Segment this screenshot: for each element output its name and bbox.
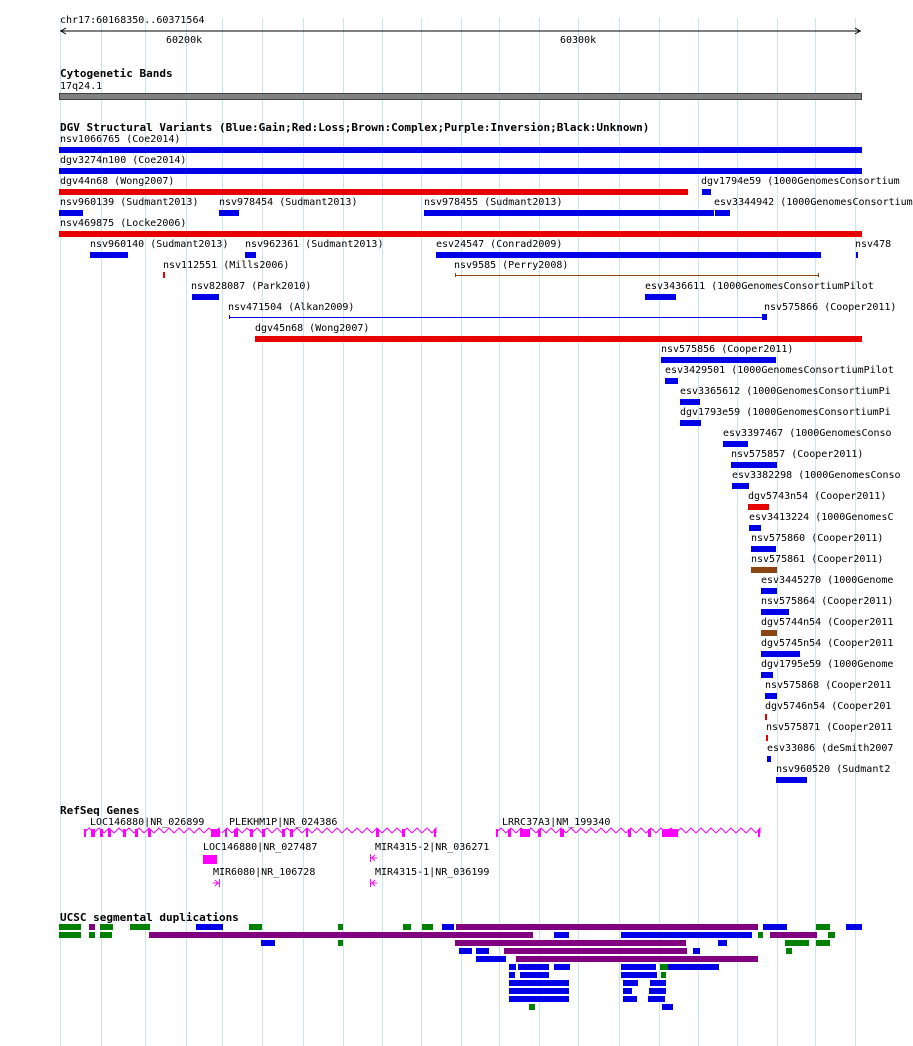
refseq-gene-exon[interactable]	[496, 829, 498, 837]
segdup-bar[interactable]	[693, 948, 700, 954]
refseq-gene-label: LOC146880|NR_027487	[203, 842, 318, 853]
refseq-gene-label: MIR6080|NR_106728	[213, 867, 316, 878]
segdup-bar[interactable]	[718, 940, 727, 946]
refseq-gene-exon[interactable]	[520, 829, 530, 837]
dgv-feature-label: nsv9585 (Perry2008)	[454, 260, 569, 271]
refseq-gene-exon[interactable]	[434, 829, 436, 837]
dgv-feature-label: nsv575868 (Cooper2011	[765, 680, 892, 691]
ruler-tick-label: 60300k	[560, 35, 597, 46]
segdup-bar[interactable]	[668, 964, 719, 970]
segdup-bar[interactable]	[442, 924, 454, 930]
segdup-bar[interactable]	[816, 940, 830, 946]
segdup-bar[interactable]	[623, 980, 638, 986]
segdup-bar[interactable]	[623, 988, 632, 994]
segdup-bar[interactable]	[509, 972, 515, 978]
dgv-feature-label: nsv575864 (Cooper2011)	[761, 596, 894, 607]
refseq-gene-exon[interactable]	[758, 829, 760, 837]
segdup-bar[interactable]	[621, 932, 752, 938]
location-label: chr17:60168350..60371564	[60, 15, 205, 26]
dgv-feature-label: esv24547 (Conrad2009)	[436, 239, 563, 250]
refseq-gene-label: LOC146880|NR_026899	[90, 817, 205, 828]
refseq-gene-exon[interactable]	[628, 829, 631, 837]
refseq-gene-exon[interactable]	[211, 829, 218, 837]
dgv-feature-label: dgv1794e59 (1000GenomesConsortium	[701, 176, 900, 187]
dgv-feature-label: dgv5743n54 (Cooper2011)	[748, 491, 887, 502]
segdup-bar[interactable]	[509, 980, 569, 986]
segdup-bar[interactable]	[459, 948, 472, 954]
dgv-feature-label: nsv960520 (Sudmant2	[776, 764, 891, 775]
dgv-feature-label: esv3429501 (1000GenomesConsortiumPilot	[665, 365, 894, 376]
dgv-feature-label: esv3382298 (1000GenomesConso	[732, 470, 901, 481]
refseq-gene-exon[interactable]	[370, 879, 371, 887]
refseq-gene-exon[interactable]	[219, 879, 220, 887]
dgv-feature-label: esv3436611 (1000GenomesConsortiumPilot	[645, 281, 874, 292]
segdup-bar[interactable]	[59, 932, 81, 938]
segdup-bar[interactable]	[828, 932, 835, 938]
dgv-feature-label: nsv575866 (Cooper2011)	[764, 302, 897, 313]
dgv-feature-label: nsv1066765 (Coe2014)	[60, 134, 181, 145]
refseq-gene-exon[interactable]	[84, 829, 86, 837]
dgv-feature-label: esv3365612 (1000GenomesConsortiumPi	[680, 386, 891, 397]
segdup-bar[interactable]	[554, 964, 570, 970]
segdup-bar[interactable]	[554, 932, 569, 938]
segdup-bar[interactable]	[59, 924, 81, 930]
dgv-feature-label: nsv469875 (Locke2006)	[60, 218, 187, 229]
refseq-gene-exon[interactable]	[376, 829, 379, 837]
segdup-bar[interactable]	[770, 932, 817, 938]
segdup-bar[interactable]	[100, 924, 113, 930]
refseq-gene-exon[interactable]	[306, 829, 308, 837]
segdup-bar[interactable]	[476, 948, 489, 954]
dgv-feature-label: nsv575860 (Cooper2011)	[751, 533, 884, 544]
segdup-bar[interactable]	[763, 924, 787, 930]
refseq-gene-exon[interactable]	[402, 829, 405, 837]
dgv-feature-label: nsv575857 (Cooper2011)	[731, 449, 864, 460]
segdup-bar[interactable]	[509, 964, 516, 970]
segdup-bar[interactable]	[660, 964, 668, 970]
segdup-bar[interactable]	[649, 988, 666, 994]
refseq-gene-exon[interactable]	[662, 829, 678, 837]
refseq-gene-exon[interactable]	[108, 829, 111, 837]
refseq-gene-exon[interactable]	[218, 829, 220, 837]
segdup-bar[interactable]	[758, 932, 763, 938]
dgv-feature-label: esv3397467 (1000GenomesConso	[723, 428, 892, 439]
refseq-gene-exon[interactable]	[262, 829, 265, 837]
refseq-gene-exon[interactable]	[234, 829, 238, 837]
dgv-feature-label: dgv1795e59 (1000Genome	[761, 659, 894, 670]
track-title-dgv: DGV Structural Variants (Blue:Gain;Red:Loss;Brown:Complex;Purple:Inversion;Black:Unknown)	[60, 121, 650, 134]
refseq-gene-exon[interactable]	[282, 829, 285, 837]
segdup-bar[interactable]	[650, 980, 666, 986]
dgv-feature-label: esv3445270 (1000Genome	[761, 575, 894, 586]
dgv-feature-label: esv3413224 (1000GenomesC	[749, 512, 894, 523]
segdup-bar[interactable]	[130, 924, 150, 930]
refseq-gene-exon[interactable]	[135, 829, 138, 837]
segdup-bar[interactable]	[785, 940, 809, 946]
refseq-gene-exon[interactable]	[648, 829, 651, 837]
dgv-feature-label: dgv3274n100 (Coe2014)	[60, 155, 187, 166]
segdup-bar[interactable]	[504, 948, 687, 954]
dgv-feature-label: nsv575861 (Cooper2011)	[751, 554, 884, 565]
segdup-bar[interactable]	[89, 924, 95, 930]
refseq-gene-label: MIR4315-2|NR_036271	[375, 842, 490, 853]
segdup-bar[interactable]	[196, 924, 223, 930]
segdup-bar[interactable]	[518, 964, 549, 970]
track-title-segdup: UCSC segmental duplications	[60, 911, 239, 924]
dgv-feature-label: nsv828087 (Park2010)	[191, 281, 312, 292]
dgv-feature-label: dgv5746n54 (Cooper201	[765, 701, 892, 712]
refseq-gene-intron[interactable]	[84, 828, 220, 833]
segdup-bar[interactable]	[661, 972, 666, 978]
segdup-bar[interactable]	[100, 932, 112, 938]
segdup-bar[interactable]	[403, 924, 411, 930]
segdup-bar[interactable]	[816, 924, 830, 930]
segdup-bar[interactable]	[516, 956, 758, 962]
dgv-feature-label: nsv962361 (Sudmant2013)	[245, 239, 384, 250]
segdup-bar[interactable]	[338, 924, 343, 930]
segdup-bar[interactable]	[621, 964, 656, 970]
segdup-bar[interactable]	[455, 940, 686, 946]
dgv-feature-label: nsv575856 (Cooper2011)	[661, 344, 794, 355]
segdup-bar[interactable]	[786, 948, 792, 954]
segdup-bar[interactable]	[89, 932, 95, 938]
dgv-feature-label: nsv978454 (Sudmant2013)	[219, 197, 358, 208]
refseq-gene-exon[interactable]	[100, 829, 103, 837]
track-title-cytobands: Cytogenetic Bands	[60, 67, 173, 80]
dgv-feature-label: nsv112551 (Mills2006)	[163, 260, 290, 271]
segdup-bar[interactable]	[623, 996, 637, 1002]
dgv-feature-label: nsv960139 (Sudmant2013)	[60, 197, 199, 208]
segdup-bar[interactable]	[648, 996, 665, 1002]
cytoband-label: 17q24.1	[60, 81, 103, 92]
segdup-bar[interactable]	[422, 924, 433, 930]
refseq-gene-exon[interactable]	[250, 829, 253, 837]
segdup-bar[interactable]	[149, 932, 533, 938]
refseq-gene-exon[interactable]	[508, 829, 511, 837]
refseq-gene-exon[interactable]	[203, 855, 217, 864]
refseq-gene-exon[interactable]	[538, 829, 541, 837]
dgv-feature-label: dgv1793e59 (1000GenomesConsortiumPi	[680, 407, 891, 418]
segdup-bar[interactable]	[261, 940, 275, 946]
segdup-bar[interactable]	[846, 924, 862, 930]
refseq-gene-label: PLEKHM1P|NR_024386	[229, 817, 338, 828]
refseq-gene-exon[interactable]	[290, 829, 293, 837]
refseq-gene-label: MIR4315-1|NR_036199	[375, 867, 490, 878]
refseq-gene-exon[interactable]	[225, 829, 227, 837]
segdup-bar[interactable]	[621, 972, 657, 978]
ruler-tick-label: 60200k	[166, 35, 203, 46]
dgv-feature-label: esv3344942 (1000GenomesConsortium	[714, 197, 913, 208]
segdup-bar[interactable]	[520, 972, 549, 978]
refseq-gene-label: LRRC37A3|NM_199340	[502, 817, 611, 828]
segdup-bar[interactable]	[249, 924, 262, 930]
dgv-feature-label: nsv960140 (Sudmant2013)	[90, 239, 229, 250]
dgv-feature-label: dgv5744n54 (Cooper2011	[761, 617, 894, 628]
dgv-feature-label: esv33086 (deSmith2007	[767, 743, 894, 754]
segdup-bar[interactable]	[509, 988, 569, 994]
dgv-feature-label: nsv575871 (Cooper2011	[766, 722, 893, 733]
refseq-gene-exon[interactable]	[560, 829, 564, 837]
segdup-bar[interactable]	[529, 1004, 535, 1010]
dgv-feature-label: dgv45n68 (Wong2007)	[255, 323, 370, 334]
refseq-gene-exon[interactable]	[91, 829, 95, 837]
dgv-feature-label: dgv5745n54 (Cooper2011	[761, 638, 894, 649]
dgv-feature-label: nsv978455 (Sudmant2013)	[424, 197, 563, 208]
segdup-bar[interactable]	[476, 956, 506, 962]
dgv-feature-label: dgv44n68 (Wong2007)	[60, 176, 175, 187]
segdup-bar[interactable]	[338, 940, 343, 946]
segdup-bar[interactable]	[509, 996, 569, 1002]
refseq-gene-exon[interactable]	[123, 829, 126, 837]
refseq-gene-exon[interactable]	[148, 829, 151, 837]
dgv-feature-label: nsv471504 (Alkan2009)	[228, 302, 355, 313]
segdup-bar[interactable]	[662, 1004, 673, 1010]
refseq-gene-exon[interactable]	[370, 854, 371, 862]
dgv-feature-label: nsv478	[855, 239, 892, 250]
segdup-bar[interactable]	[456, 924, 758, 930]
track-title-refseq: RefSeq Genes	[60, 804, 140, 817]
